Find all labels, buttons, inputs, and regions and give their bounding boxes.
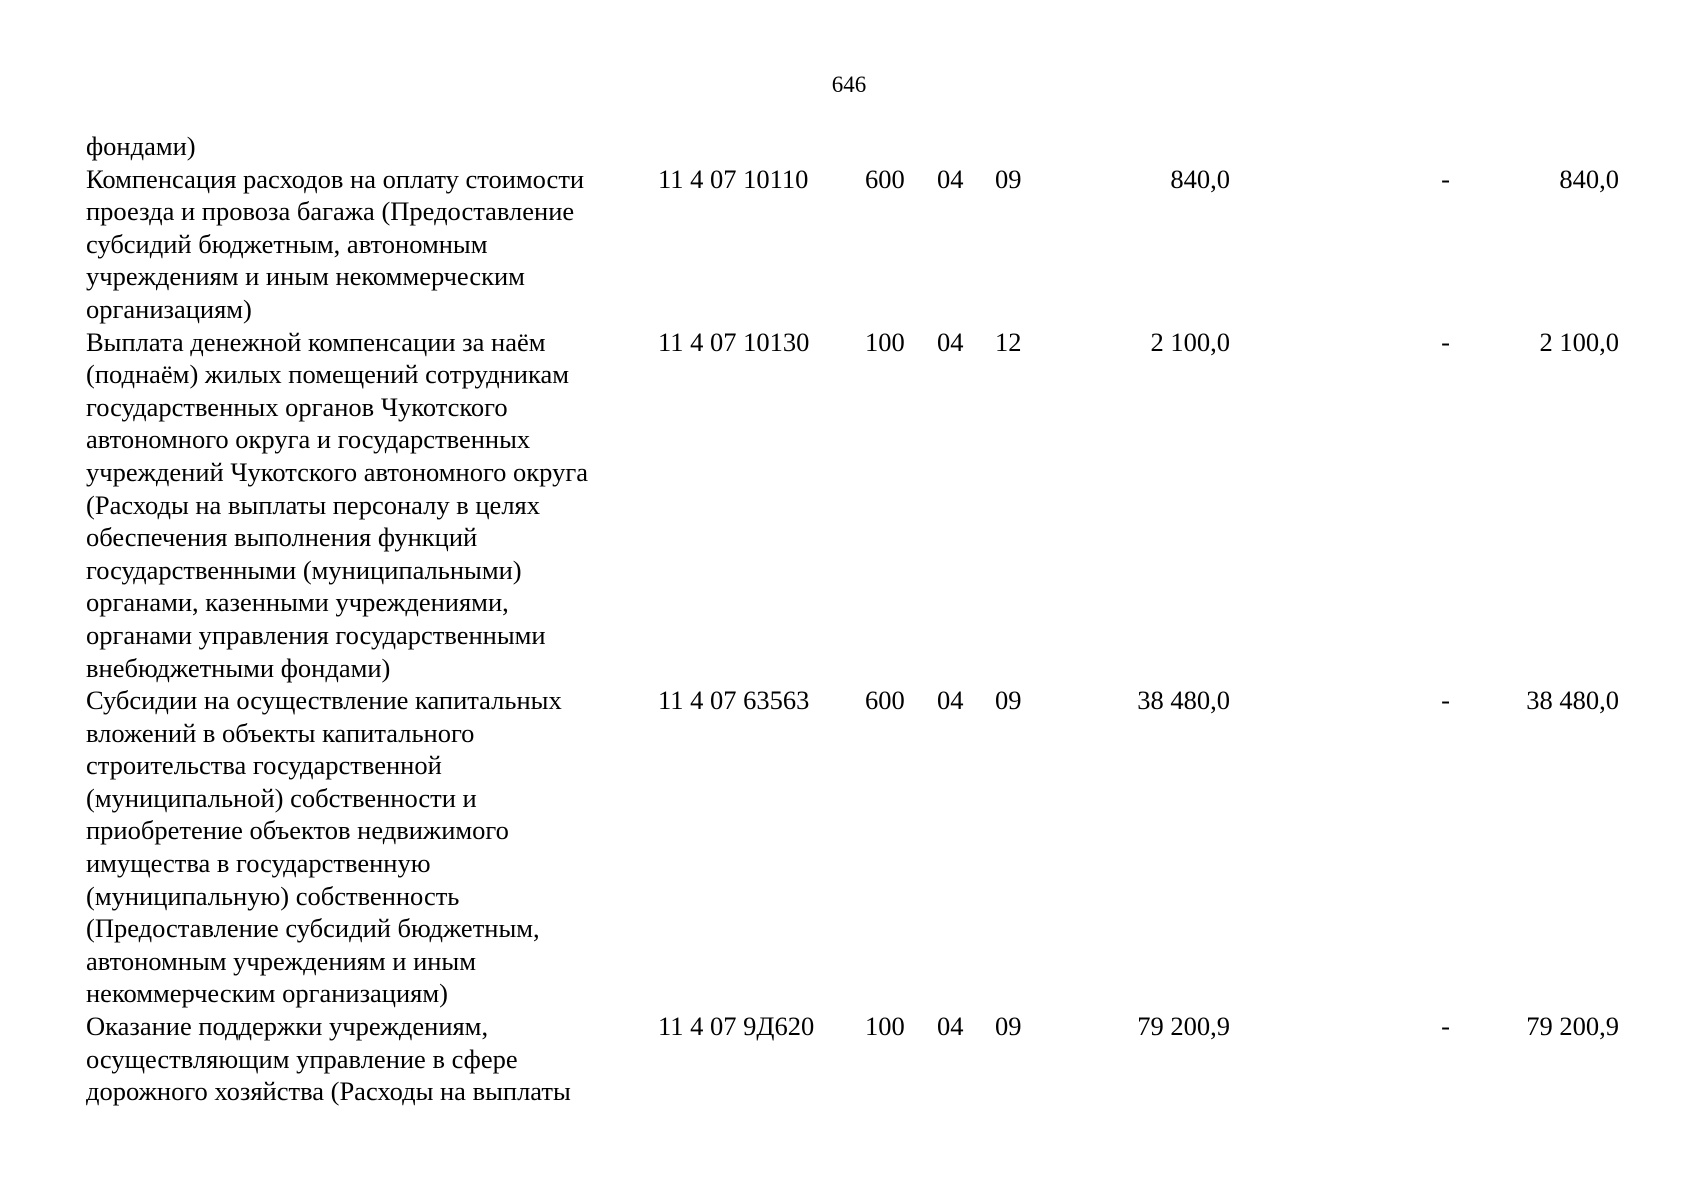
description-line: учреждений Чукотского автономного округа bbox=[86, 456, 588, 487]
amount-3: 2 100,0 bbox=[1539, 326, 1619, 357]
description-line: фондами) bbox=[86, 131, 196, 161]
amount-1: 2 100,0 bbox=[1150, 326, 1230, 357]
description-line: органами управления государственными bbox=[86, 619, 546, 650]
row-description bbox=[86, 130, 646, 163]
description-line: вложений в объекты капитального bbox=[86, 717, 475, 748]
description-line: некоммерческим организациям) bbox=[86, 978, 448, 1009]
description-line: (Предоставление субсидий бюджетным, bbox=[86, 913, 540, 944]
description-line: приобретение объектов недвижимого bbox=[86, 815, 509, 846]
description-line: организациям) bbox=[86, 293, 252, 324]
description-line: Субсидии на осуществление капитальных bbox=[86, 685, 562, 716]
subsection-code: 12 bbox=[995, 326, 1022, 357]
target-article-code: 11 4 07 63563 bbox=[658, 685, 810, 716]
subsection-code: 09 bbox=[995, 163, 1022, 194]
description-line: строительства государственной bbox=[86, 750, 442, 781]
description-line: государственными (муниципальными) bbox=[86, 554, 522, 585]
table-row bbox=[0, 684, 1698, 1010]
description-line: обеспечения выполнения функций bbox=[86, 522, 478, 553]
description-line: внебюджетными фондами) bbox=[86, 652, 391, 683]
description-line: (поднаём) жилых помещений сотрудникам bbox=[86, 359, 569, 390]
description-line: автономного округа и государственных bbox=[86, 424, 531, 455]
description-line: проезда и провоза багажа (Предоставление bbox=[86, 196, 575, 227]
description-line: (муниципальной) собственности и bbox=[86, 782, 477, 813]
amount-2: - bbox=[1441, 685, 1450, 716]
row-description bbox=[86, 163, 646, 326]
description-line: имущества в государственную bbox=[86, 848, 431, 879]
budget-table bbox=[0, 130, 1698, 1108]
target-article-code: 11 4 07 10110 bbox=[658, 163, 809, 194]
amount-3: 38 480,0 bbox=[1526, 685, 1619, 716]
amount-1: 79 200,9 bbox=[1137, 1011, 1230, 1042]
expense-type-code: 100 bbox=[865, 326, 905, 357]
expense-type-code: 600 bbox=[865, 163, 905, 194]
expense-type-code: 100 bbox=[865, 1011, 905, 1042]
target-article-code: 11 4 07 9Д620 bbox=[658, 1011, 815, 1042]
amount-1: 840,0 bbox=[1170, 163, 1230, 194]
description-line: дорожного хозяйства (Расходы на выплаты bbox=[86, 1076, 571, 1107]
target-article-code: 11 4 07 10130 bbox=[658, 326, 810, 357]
amount-3: 840,0 bbox=[1559, 163, 1619, 194]
description-line: Выплата денежной компенсации за наём bbox=[86, 326, 546, 357]
expense-type-code: 600 bbox=[865, 685, 905, 716]
amount-3: 79 200,9 bbox=[1526, 1011, 1619, 1042]
amount-1: 38 480,0 bbox=[1137, 685, 1230, 716]
description-line: учреждениям и иным некоммерческим bbox=[86, 261, 525, 292]
table-row bbox=[0, 163, 1698, 326]
section-code: 04 bbox=[937, 685, 964, 716]
description-line: (муниципальную) собственность bbox=[86, 880, 460, 911]
section-code: 04 bbox=[937, 163, 964, 194]
row-description bbox=[86, 684, 646, 1010]
table-row bbox=[0, 1010, 1698, 1108]
description-line: органами, казенными учреждениями, bbox=[86, 587, 509, 618]
description-line: Оказание поддержки учреждениям, bbox=[86, 1011, 489, 1042]
row-description bbox=[86, 326, 646, 685]
section-code: 04 bbox=[937, 326, 964, 357]
amount-2: - bbox=[1441, 163, 1450, 194]
table-row bbox=[0, 326, 1698, 685]
amount-2: - bbox=[1441, 326, 1450, 357]
amount-2: - bbox=[1441, 1011, 1450, 1042]
page-number: 646 bbox=[831, 72, 867, 97]
description-line: автономным учреждениям и иным bbox=[86, 945, 477, 976]
row-description bbox=[86, 1010, 646, 1108]
description-line: (Расходы на выплаты персоналу в целях bbox=[86, 489, 540, 520]
subsection-code: 09 bbox=[995, 685, 1022, 716]
description-line: осуществляющим управление в сфере bbox=[86, 1043, 518, 1074]
table-row bbox=[0, 130, 1698, 163]
description-line: государственных органов Чукотского bbox=[86, 391, 508, 422]
description-line: субсидий бюджетным, автономным bbox=[86, 228, 488, 259]
section-code: 04 bbox=[937, 1011, 964, 1042]
subsection-code: 09 bbox=[995, 1011, 1022, 1042]
description-line: Компенсация расходов на оплату стоимости bbox=[86, 163, 585, 194]
